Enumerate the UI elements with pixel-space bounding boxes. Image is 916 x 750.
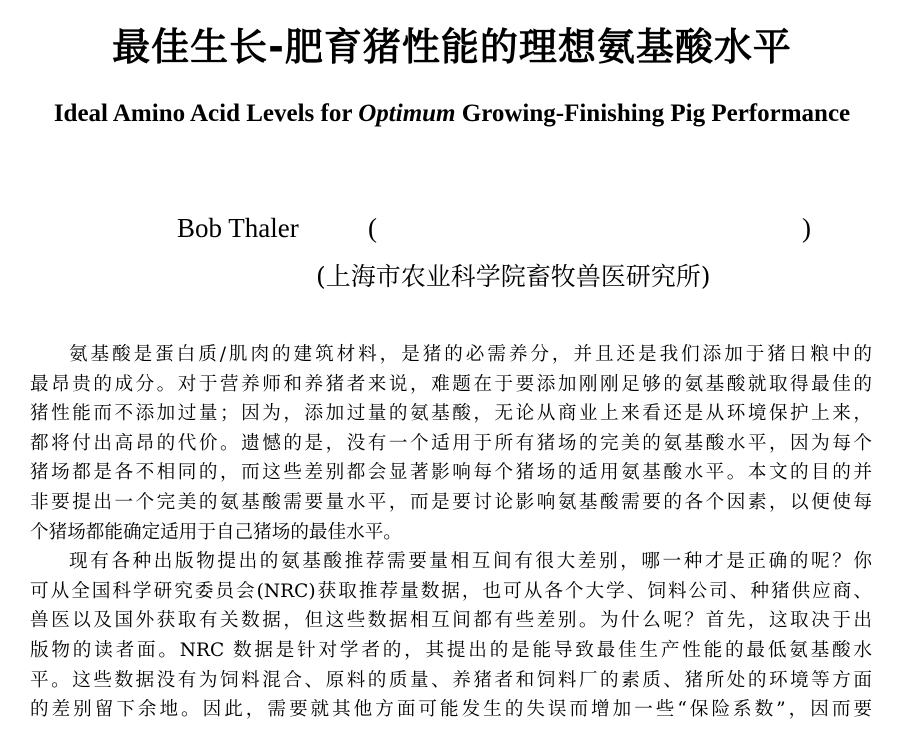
paragraph: [30, 340, 872, 547]
text-line: 最昂贵的成分。对于营养师和养猪者来说，难题在于要添加刚刚足够的氨基酸就取得最佳的: [30, 373, 872, 395]
english-title-part-2: Growing-Finishing Pig Performance: [455, 100, 851, 127]
author-paren-close: ): [802, 213, 811, 243]
paragraph: [30, 547, 872, 725]
english-title: [0, 97, 904, 131]
text-line: 的差别留下余地。因此，需要就其他方面可能发生的失误而增加一些“保险系数”，因而要: [30, 699, 872, 721]
text-line: 非要提出一个完美的氨基酸需要量水平，而是要讨论影响氨基酸需要的各个因素，以便使每: [30, 491, 872, 513]
text-line: 个猪场都能确定适用于自己猪场的最佳水平。: [30, 521, 402, 543]
text-line: 版物的读者面。NRC 数据是针对学者的，其提出的是能导致最佳生产性能的最低氨基酸水: [30, 639, 872, 661]
english-title-italic: Optimum: [358, 100, 456, 127]
text-line: 猪场都是各不相同的，而这些差别都会显著影响每个猪场的适用氨基酸水平。本文的目的并: [30, 462, 872, 484]
text-line: 平。这些数据没有为饲料混合、原料的质量、养猪者和饲料厂的素质、猪所处的环境等方面: [30, 669, 872, 691]
text-line: 猪性能而不添加过量；因为，添加过量的氨基酸，无论从商业上来看还是从环境保护上来，: [30, 403, 872, 425]
text-line: 都将付出高昂的代价。遗憾的是，没有一个适用于所有猪场的完美的氨基酸水平，因为每个: [30, 432, 872, 454]
text-line: 可从全国科学研究委员会(NRC)获取推荐量数据，也可从各个大学、饲料公司、种猪供应商、: [30, 580, 872, 602]
text-line: 现有各种出版物提出的氨基酸推荐需要量相互间有很大差别，哪一种才是正确的呢？你: [69, 551, 872, 573]
author-paren-open: (: [368, 213, 377, 243]
text-line: 氨基酸是蛋白质/肌肉的建筑材料，是猪的必需养分，并且还是我们添加于猪日粮中的: [69, 344, 872, 365]
body-text: [30, 340, 872, 725]
english-title-part-1: Ideal Amino Acid Levels for: [53, 100, 359, 127]
text-line: 兽医以及国外获取有关数据，但这些数据相互间都有些差别。为什么呢？首先，这取决于出: [30, 610, 872, 632]
chinese-title: 最佳生长-肥育猪性能的理想氨基酸水平: [112, 25, 792, 69]
author-name: Bob Thaler: [177, 213, 299, 243]
author-affiliation: (上海市农业科学院畜牧兽医研究所): [316, 262, 711, 291]
